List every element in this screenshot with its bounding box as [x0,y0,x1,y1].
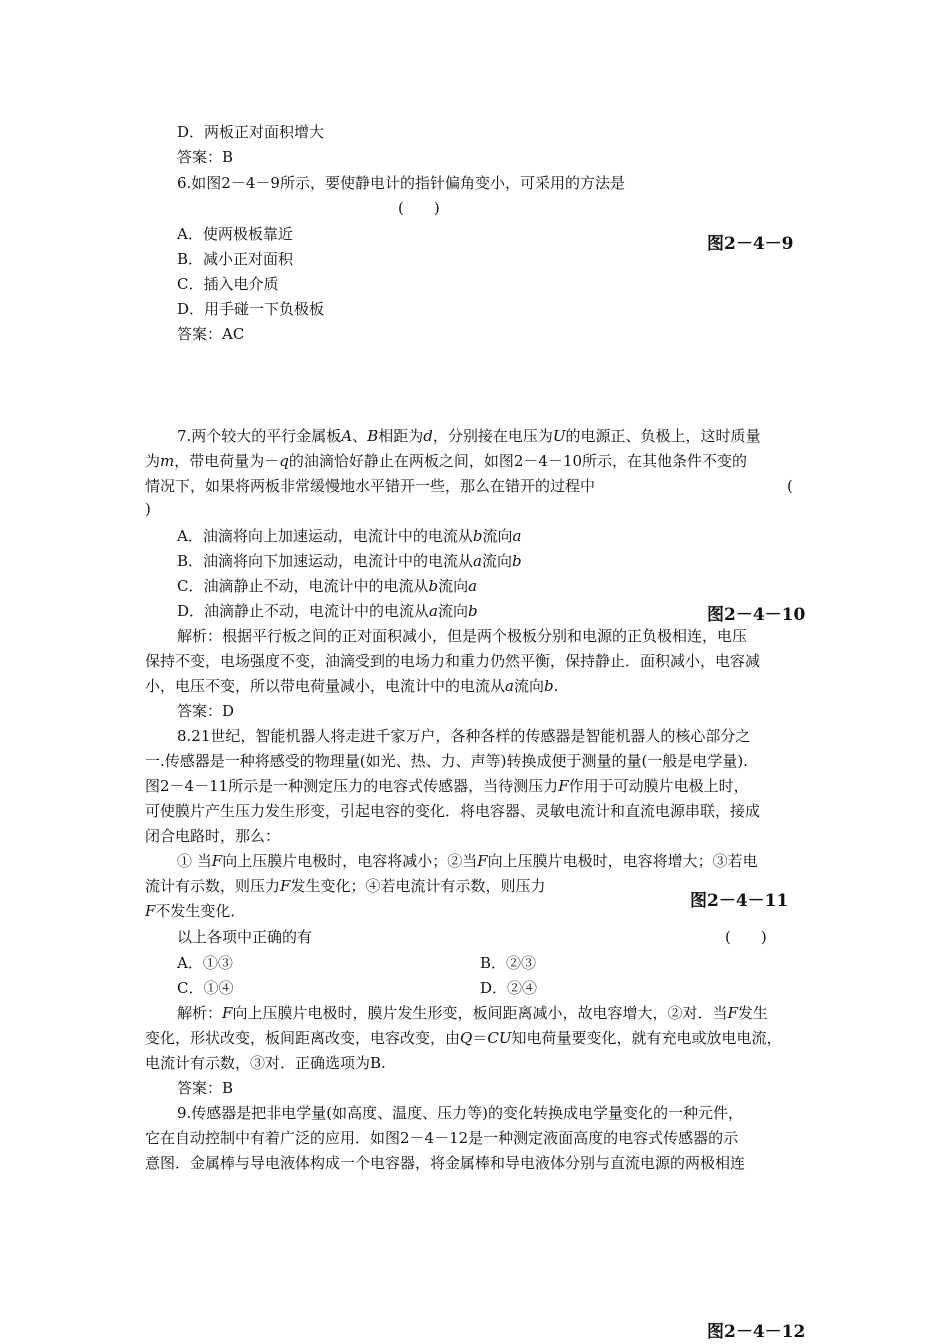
q8-option-a: A．①③ [177,954,233,972]
q5-option-d: D．两板正对面积增大 [177,123,325,141]
q6-option-b: B．减小正对面积 [177,250,294,268]
figure-caption-2-4-11: 图2－4－11 [690,891,789,911]
q8-stem-line-2: 一.传感器是一种将感受的物理量(如光、热、力、声等)转换成便于测量的量(一般是电学量). [145,752,748,770]
q8-option-b: B．②③ [480,954,537,972]
q8-answer: 答案：B [177,1079,234,1097]
q6-stem: 6.如图2－4－9所示，要使静电计的指针偏角变小，可采用的方法是 [177,174,625,192]
q8-statements-line-1: ① 当F向上压膜片电极时，电容将减小；②当F向上压膜片电极时，电容将增大；③若电 [177,852,758,870]
q9-stem-line-1: 9.传感器是把非电学量(如高度、温度、压力等)的变化转换成电学量变化的一种元件， [177,1104,744,1122]
q8-stem-line-5: 闭合电路时，那么： [145,827,281,845]
q8-stem-line-1: 8.21世纪，智能机器人将走进千家万户，各种各样的传感器是智能机器人的核心部分之 [177,727,751,745]
q6-option-c: C．插入电介质 [177,275,279,293]
q7-option-d: D．油滴静止不动，电流计中的电流从a流向b [177,602,478,620]
q8-stem-line-4: 可使膜片产生压力发生形变，引起电容的变化．将电容器、灵敏电流计和直流电源串联，接成 [145,802,761,820]
q7-paren-close: ) [145,500,151,518]
q7-option-a: A．油滴将向上加速运动，电流计中的电流从b流向a [177,527,522,545]
q5-answer: 答案：B [177,148,234,166]
q6-answer: 答案：AC [177,325,245,343]
q7-answer: 答案：D [177,702,235,720]
q8-statements-line-2: 流计有示数，则压力F发生变化；④若电流计有示数，则压力 [145,877,546,895]
q6-option-a: A．使两极板靠近 [177,225,293,243]
q8-option-d: D．②④ [480,979,538,997]
figure-caption-2-4-12: 图2－4－12 [707,1322,806,1342]
q7-stem-line-3: 情况下，如果将两板非常缓慢地水平错开一些，那么在错开的过程中 [145,477,596,495]
q8-option-c: C．①④ [177,979,234,997]
q7-explanation-line-3: 小，电压不变，所以带电荷量减小，电流计中的电流从a流向b. [145,677,559,695]
q8-stem-line-3: 图2－4－11所示是一种测定压力的电容式传感器，当待测压力F作用于可动膜片电极上时， [145,777,749,795]
q6-option-d: D．用手碰一下负极板 [177,300,325,318]
q8-explanation-line-3: 电流计有示数，③对．正确选项为B. [145,1054,386,1072]
q7-stem-line-2: 为m，带电荷量为－q的油滴恰好静止在两板之间，如图2－4－10所示，在其他条件不变的 [145,452,748,470]
q7-option-c: C．油滴静止不动，电流计中的电流从b流向a [177,577,478,595]
q7-explanation-line-1: 解析：根据平行板之间的正对面积减小，但是两个极板分别和电源的正负极相连，电压 [177,627,748,645]
q8-explanation-line-1: 解析：F向上压膜片电极时，膜片发生形变，板间距离减小，故电容增大，②对．当F发生 [177,1004,768,1022]
q9-stem-line-3: 意图．金属棒与导电液体构成一个电容器，将金属棒和导电液体分别与直流电源的两极相连 [145,1154,746,1172]
q9-stem-line-2: 它在自动控制中有着广泛的应用．如图2－4－12是一种测定液面高度的电容式传感器的示 [145,1129,739,1147]
figure-caption-2-4-9: 图2－4－9 [707,234,794,254]
q7-explanation-line-2: 保持不变，电场强度不变，油滴受到的电场力和重力仍然平衡，保持静止．面积减小，电容减 [145,652,761,670]
q8-answer-paren: ( ) [725,928,767,946]
q7-stem-line-1: 7.两个较大的平行金属板A、B相距为d，分别接在电压为U的电源正、负极上，这时质量 [177,427,761,445]
q6-answer-paren: ( ) [398,199,440,217]
q8-prompt: 以上各项中正确的有 [177,928,313,946]
q8-explanation-line-2: 变化，形状改变，板间距离改变，电容改变，由Q＝CU知电荷量要变化，就有充电或放电电流， [145,1029,782,1047]
figure-caption-2-4-10: 图2－4－10 [707,605,806,625]
q7-paren-open: ( [787,477,793,495]
q7-option-b: B．油滴将向下加速运动，电流计中的电流从a流向b [177,552,522,570]
q8-statements-line-3: F不发生变化． [145,902,246,920]
